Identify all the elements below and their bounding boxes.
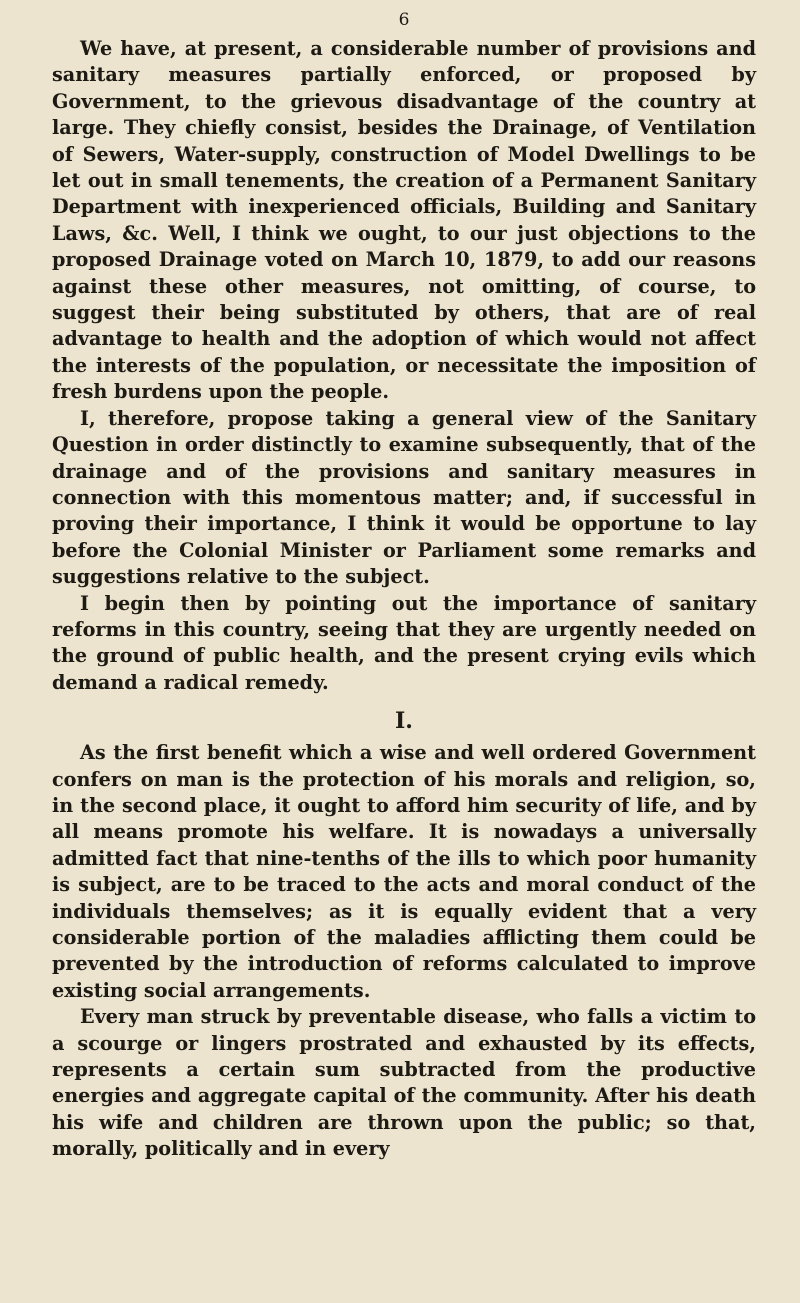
paragraph-preventable-disease: Every man struck by preventable disease, who falls a victim to a scourge or lingers prostrated and exhausted by its effects, represents a certain sum subtracted from the productive energies and aggregate capital of the community. After his death his wife and children are thrown upon the public; so that, morally, politically and in every: [52, 1005, 756, 1161]
section-heading: I.: [395, 708, 413, 735]
page-number: 6: [398, 10, 410, 30]
paragraph-provisions: We have, at present, a considerable number of provisions and sanitary measures partially enforced, or proposed by Government, to the grievous disadvantage of the country at large. They chiefly consist, besides the Drainage, of Ventilation of Sewers, Water-supply, construction of Model Dwellings to be let out in small tenements, the creation of a Permanent Sanitary Department with inexperienced officials, Building and Sanitary Laws, &c. Well, I think we ought, to our just objections to the proposed Drainage voted on March 10, 1879, to add our reasons against these other measures, not omitting, of course, to suggest their being substituted by others, that are of real advantage to health and the adoption of which would not affect the interests of the population, or necessitate the imposition of fresh burdens upon the people.: [52, 37, 756, 404]
paragraph-importance: I begin then by pointing out the importance of sanitary reforms in this country, seeing that they are urgently needed on the ground of public health, and the present crying evils which demand a radical remedy.: [52, 591, 756, 694]
paragraph-first-benefit: As the first benefit which a wise and well ordered Government confers on man is the protection of his morals and religion, so, in the second place, it ought to afford him security of life, and by all means promote his welfare. It is nowadays a universally admitted fact that nine-tenths of the ills to which poor humanity is subject, are to be traced to the acts and moral conduct of the individuals themselves; as it is equally evident that a very considerable portion of the maladies afflicting them could be prevented by the introduction of reforms calculated to improve existing social arrangements.: [52, 741, 756, 1002]
paragraph-general-view: I, therefore, propose taking a general view of the Sanitary Question in order distinctly to examine subsequently, that of the drainage and of the provisions and sanitary measures in connection with this momentous matter; and, if successful in proving their importance, I think it would be opportune to lay before the Colonial Minister or Parliament some remarks and suggestions relative to the subject.: [52, 406, 756, 589]
